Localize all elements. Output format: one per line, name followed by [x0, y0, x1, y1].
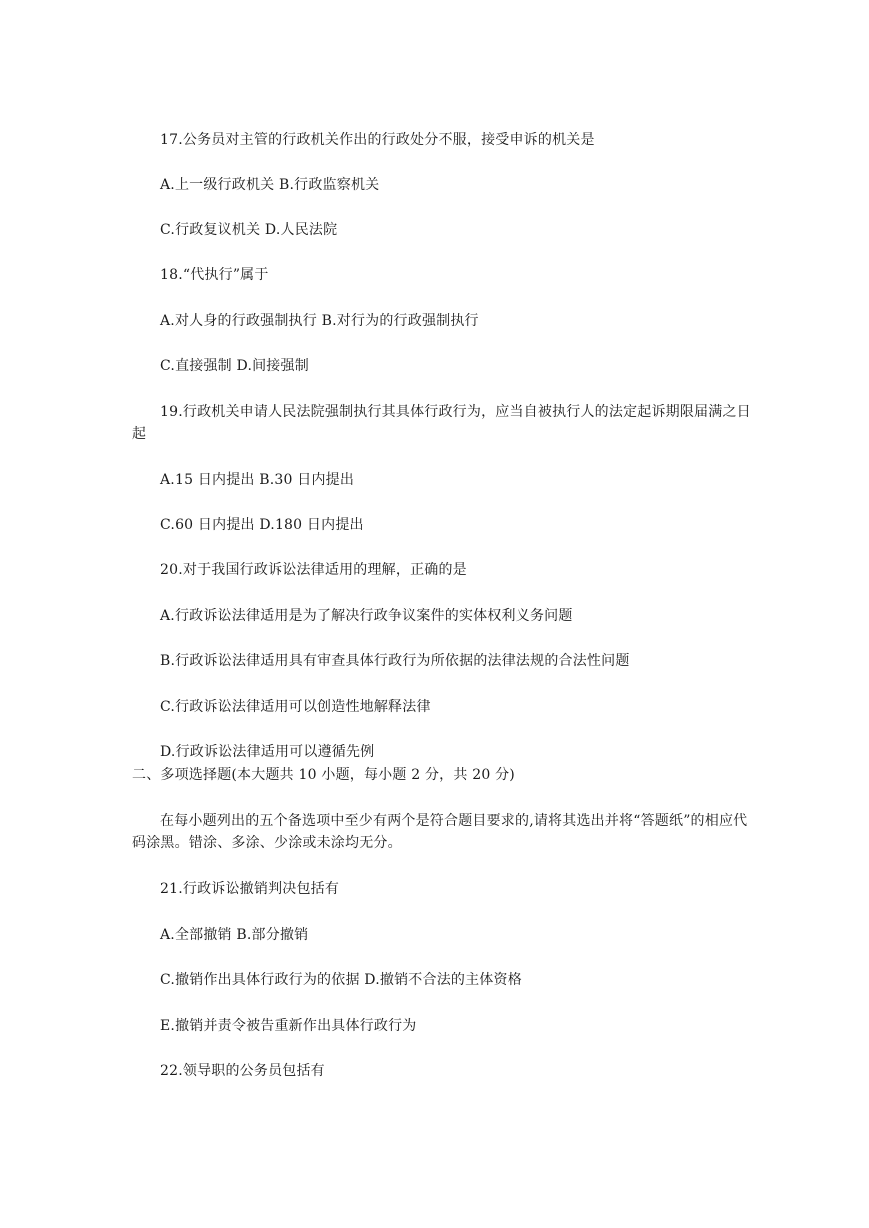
question-21-option-e: E.撤销并责令被告重新作出具体行政行为	[160, 1018, 417, 1034]
question-18: 18.“代执行”属于	[160, 267, 269, 283]
question-21-options-ab: A.全部撤销 B.部分撤销	[160, 927, 309, 943]
question-20: 20.对于我国行政诉讼法律适用的理解，正确的是	[160, 562, 467, 578]
question-17-options-cd: C.行政复议机关 D.人民法院	[160, 222, 338, 238]
question-19: 19.行政机关申请人民法院强制执行其具体行政行为，应当自被执行人的法定起诉期限届满之日起	[132, 404, 751, 442]
section-2-instructions: 在每小题列出的五个备选项中至少有两个是符合题目要求的,请将其选出并将“答题纸”的相应代码涂黑。错涂、多涂、少涂或未涂均无分。	[132, 813, 748, 851]
question-22: 22.领导职的公务员包括有	[160, 1063, 325, 1079]
question-17-options-ab: A.上一级行政机关 B.行政监察机关	[160, 177, 380, 193]
question-20-option-d: D.行政诉讼法律适用可以遵循先例	[160, 744, 375, 760]
section-2-heading: 二、多项选择题(本大题共 10 小题，每小题 2 分，共 20 分)	[132, 767, 515, 783]
question-21: 21.行政诉讼撤销判决包括有	[160, 881, 340, 897]
question-20-option-c: C.行政诉讼法律适用可以创造性地解释法律	[160, 699, 431, 715]
question-20-option-a: A.行政诉讼法律适用是为了解决行政争议案件的实体权利义务问题	[160, 608, 573, 624]
question-19-options-ab: A.15 日内提出 B.30 日内提出	[160, 472, 355, 488]
question-18-options-ab: A.对人身的行政强制执行 B.对行为的行政强制执行	[160, 313, 479, 329]
question-19-options-cd: C.60 日内提出 D.180 日内提出	[160, 517, 364, 533]
question-20-option-b: B.行政诉讼法律适用具有审查具体行政行为所依据的法律法规的合法性问题	[160, 653, 630, 669]
question-18-options-cd: C.直接强制 D.间接强制	[160, 358, 309, 374]
question-17: 17.公务员对主管的行政机关作出的行政处分不服，接受申诉的机关是	[160, 132, 595, 148]
question-21-options-cd: C.撤销作出具体行政行为的依据 D.撤销不合法的主体资格	[160, 972, 522, 988]
